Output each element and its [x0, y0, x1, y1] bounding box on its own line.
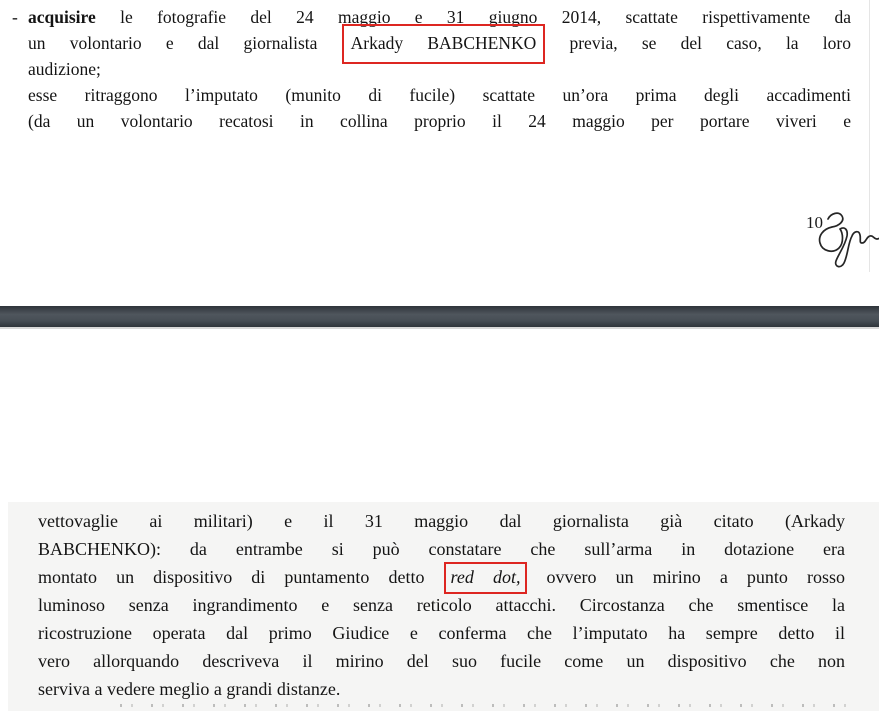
text-line-5: (da un volontario recatosi in collina proprio il 24 maggio per portare viveri e: [28, 111, 851, 131]
text-line-2: BABCHENKO): da entrambe si può constatare che sull’arma in dotazione era: [38, 539, 845, 559]
text-segment: le fotografie del 24 maggio e 31 giugno 2014, scattate rispettivamente da: [95, 7, 851, 27]
highlighted-term-box: red dot,: [444, 562, 528, 594]
page-number: 10: [806, 213, 823, 232]
scan-edge-line: [869, 0, 870, 272]
list-bullet-dash: -: [12, 7, 18, 27]
text-line-2: [28, 30, 851, 56]
text-line-7: serviva a vedere meglio a grandi distanze.: [38, 679, 341, 699]
text-line-3: audizione;: [28, 59, 101, 79]
text-segment: ovvero un mirino a punto rosso: [527, 567, 845, 587]
text-line-6: vero allorquando descriveva il mirino del suo fucile come un dispositivo che non: [38, 651, 845, 671]
bold-lead-word: acquisire: [28, 7, 96, 27]
pdf-page-2: [8, 502, 879, 711]
clipped-next-line: [120, 704, 858, 707]
text-segment: montato un dispositivo di puntamento detto: [38, 567, 444, 587]
text-line-5: ricostruzione operata dal primo Giudice e conferma che l’imputato ha sempre detto il: [38, 623, 845, 643]
page1-paragraph: [28, 4, 851, 134]
page2-paragraph: [38, 507, 845, 703]
text-segment: previa, se del caso, la loro: [545, 33, 851, 53]
text-line-4: esse ritraggono l’imputato (munito di fucile) scattate un’ora prima degli accadimenti: [28, 85, 851, 105]
text-line-3: [38, 563, 845, 591]
page-separator-bar: [0, 306, 879, 329]
text-line-4: luminoso senza ingrandimento e senza reticolo attacchi. Circostanza che smentisce la: [38, 595, 845, 615]
text-segment: un volontario e dal giornalista: [28, 33, 342, 53]
text-line-1: vettovaglie ai militari) e il 31 maggio dal giornalista già citato (Arkady: [38, 511, 845, 531]
highlighted-name-box: Arkady BABCHENKO: [342, 24, 546, 64]
